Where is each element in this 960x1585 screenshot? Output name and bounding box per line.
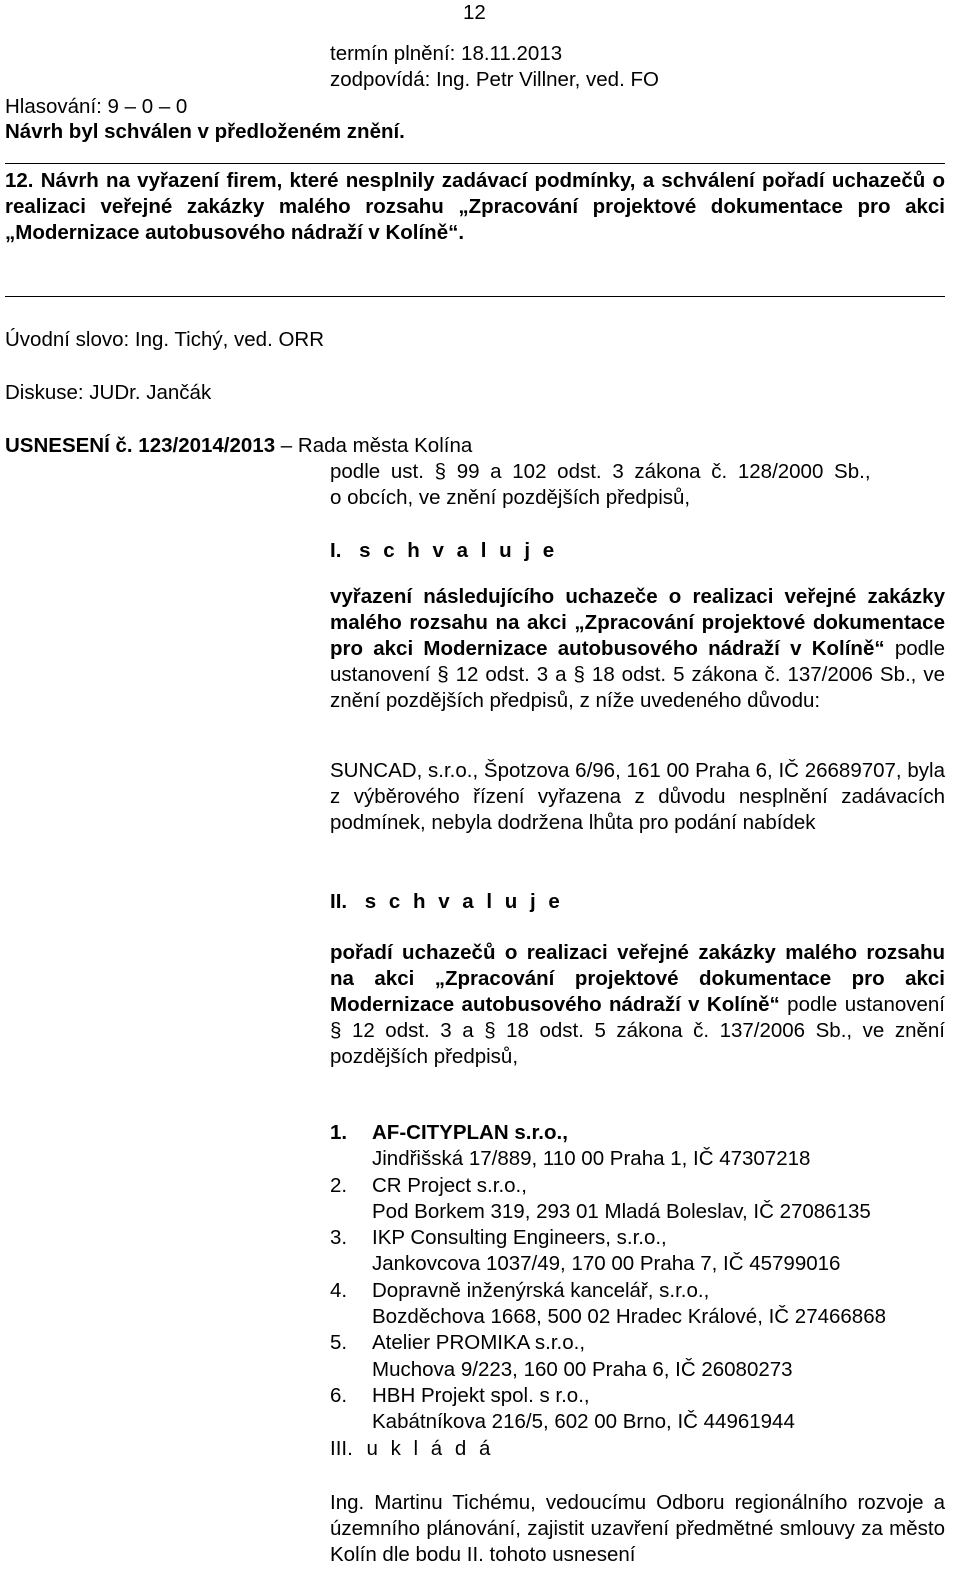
resolution-body: – Rada města Kolína	[280, 434, 473, 457]
firm-address: Muchova 9/223, 160 00 Praha 6, IČ 26080273	[372, 1357, 793, 1381]
firm-address: Jankovcova 1037/49, 170 00 Praha 7, IČ 45799016	[372, 1252, 841, 1276]
list-item: 1. AF-CITYPLAN s.r.o., Jindřišská 17/889, 110 00 Praha 1, IČ 47307218	[330, 1120, 955, 1173]
firm-name: IKP Consulting Engineers, s.r.o.,	[372, 1226, 667, 1250]
divider	[5, 296, 945, 297]
firm-name: Atelier PROMIKA s.r.o.,	[372, 1331, 586, 1355]
resolution-number: USNESENÍ č. 123/2014/2013	[5, 434, 276, 457]
section-II-text	[330, 940, 945, 1070]
section-II-bold: pořadí uchazečů o realizaci veřejné zakázky malého rozsahu na akci „Zpracování projektové dokumentace pro akci Modernizace autobusového nádraží v Kolíně“	[330, 941, 945, 1016]
section-I-numeral: I.	[330, 539, 342, 562]
firm-name: CR Project s.r.o.,	[372, 1173, 527, 1197]
discussion: Diskuse: JUDr. Jančák	[5, 381, 212, 404]
section-III-verb: u k l á d á	[366, 1437, 494, 1460]
firm-address: Bozděchova 1668, 500 02 Hradec Králové, IČ 27466868	[372, 1305, 887, 1329]
list-item: 3. IKP Consulting Engineers, s.r.o., Jankovcova 1037/49, 170 00 Praha 7, IČ 45799016	[330, 1225, 955, 1278]
resolution-line	[5, 433, 472, 458]
section-III-numeral: III.	[330, 1437, 353, 1460]
legal-basis-2: o obcích, ve znění pozdějších předpisů,	[330, 486, 691, 509]
section-II-numeral: II.	[330, 890, 348, 913]
firm-name: Dopravně inženýrská kancelář, s.r.o.,	[372, 1278, 710, 1302]
list-item: 4. Dopravně inženýrská kancelář, s.r.o., Bozděchova 1668, 500 02 Hradec Králové, IČ 27466868	[330, 1278, 955, 1331]
intro-speaker: Úvodní slovo: Ing. Tichý, ved. ORR	[5, 328, 325, 351]
divider	[5, 163, 945, 164]
firm-name: AF-CITYPLAN s.r.o.,	[372, 1121, 568, 1144]
firm-address: Kabátníkova 216/5, 602 00 Brno, IČ 44961944	[372, 1410, 795, 1434]
section-I-text	[330, 584, 945, 714]
section-I-heading	[330, 538, 558, 563]
legal-basis-1: podle ust. § 99 a 102 odst. 3 zákona č. 128/2000 Sb.,	[330, 460, 871, 483]
page-number: 12	[463, 1, 486, 24]
approval-note: Návrh byl schválen v předloženém znění.	[5, 120, 405, 143]
section-II-rest: podle ustanovení § 12 odst. 3 a § 18 odst. 5 zákona č. 137/2006 Sb., ve znění pozdějších předpisů,	[330, 993, 945, 1068]
item-title: 12. Návrh na vyřazení firem, které nesplnily zadávací podmínky, a schválení pořadí uchazečů o realizaci veřejné zakázky malého rozsahu „Zpracování projektové dokumentace pro akci „Modernizace autobusového nádraží v Kolíně“.	[5, 169, 945, 244]
section-II-heading	[330, 889, 563, 914]
section-III-text: Ing. Martinu Tichému, vedoucímu Odboru regionálního rozvoje a územního plánování, zajistit uzavření předmětné smlouvy za město Kolín dle bodu II. tohoto usnesení	[330, 1491, 945, 1566]
section-I-bold: vyřazení následujícího uchazeče o realizaci veřejné zakázky malého rozsahu na akci „Zpracování projektové dokumentace pro akci Modernizace autobusového nádraží v Kolíně“	[330, 585, 945, 660]
section-I-rest: podle ustanovení § 12 odst. 3 a § 18 odst. 5 zákona č. 137/2006 Sb., ve znění pozdějších předpisů, z níže uvedeného důvodu:	[330, 637, 945, 712]
firm-name: HBH Projekt spol. s r.o.,	[372, 1383, 590, 1407]
section-I-verb: s c h v a l u j e	[359, 539, 558, 562]
deadline: termín plnění: 18.11.2013	[330, 42, 563, 65]
section-III-heading	[330, 1436, 494, 1461]
list-item: 5. Atelier PROMIKA s.r.o., Muchova 9/223, 160 00 Praha 6, IČ 26080273	[330, 1330, 955, 1383]
list-item: 6. HBH Projekt spol. s r.o., Kabátníkova 216/5, 602 00 Brno, IČ 44961944	[330, 1383, 955, 1436]
list-item: 2. CR Project s.r.o., Pod Borkem 319, 293 01 Mladá Boleslav, IČ 27086135	[330, 1173, 955, 1226]
firm-address: Jindřišská 17/889, 110 00 Praha 1, IČ 47307218	[372, 1147, 811, 1171]
vote-result: Hlasování: 9 – 0 – 0	[5, 95, 188, 118]
excluded-applicant: SUNCAD, s.r.o., Špotzova 6/96, 161 00 Praha 6, IČ 26689707, byla z výběrového řízení vyřazena z důvodu nesplnění zadávacích podmínek, nebyla dodržena lhůta pro podání nabídek	[330, 759, 945, 834]
section-II-verb: s c h v a l u j e	[364, 890, 564, 913]
responsible: zodpovídá: Ing. Petr Villner, ved. FO	[330, 68, 659, 91]
firm-address: Pod Borkem 319, 293 01 Mladá Boleslav, IČ 27086135	[372, 1199, 871, 1223]
firm-ranking-list	[330, 1120, 955, 1436]
